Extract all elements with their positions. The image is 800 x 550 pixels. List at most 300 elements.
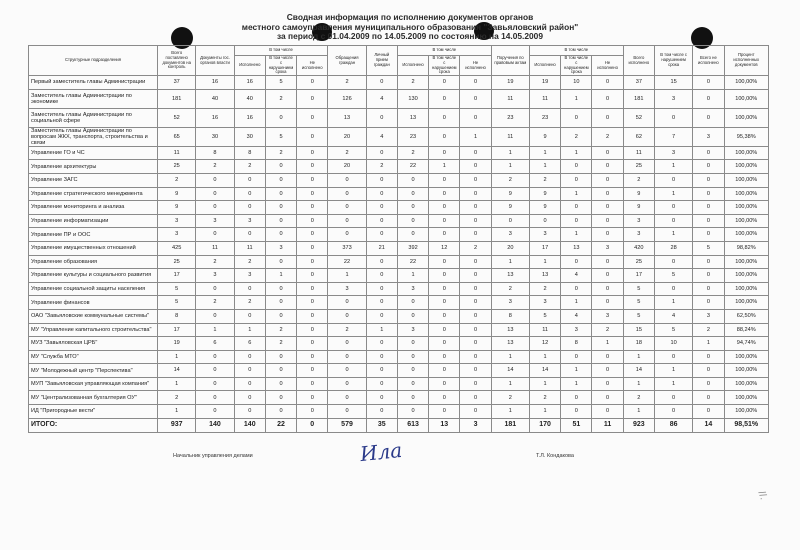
value-cell: 100,00% <box>724 76 768 90</box>
value-cell: 0 <box>366 391 397 405</box>
value-cell: 0 <box>297 108 328 127</box>
value-cell: 1 <box>693 337 724 351</box>
value-cell: 0 <box>460 146 491 160</box>
value-cell: 0 <box>592 187 623 201</box>
value-cell: 1 <box>561 364 592 378</box>
value-cell: 0 <box>592 296 623 310</box>
value-cell: 22 <box>397 255 428 269</box>
value-cell: 0 <box>693 76 724 90</box>
value-cell: 0 <box>693 173 724 187</box>
value-cell: 1 <box>491 350 529 364</box>
value-cell: 3 <box>623 214 654 228</box>
value-cell: 2 <box>328 146 366 160</box>
total-value-cell: 613 <box>397 418 428 432</box>
value-cell: 3 <box>196 214 234 228</box>
value-cell: 100,00% <box>724 269 768 283</box>
value-cell: 13 <box>491 323 529 337</box>
value-cell: 0 <box>693 89 724 108</box>
table-body <box>29 76 769 432</box>
value-cell: 0 <box>561 350 592 364</box>
value-cell: 0 <box>265 309 296 323</box>
value-cell: 2 <box>234 296 265 310</box>
value-cell: 0 <box>561 214 592 228</box>
value-cell: 2 <box>491 173 529 187</box>
value-cell: 100,00% <box>724 350 768 364</box>
value-cell: 0 <box>592 160 623 174</box>
value-cell: 0 <box>366 228 397 242</box>
dept-name-cell: Заместитель главы Администрации по экономике <box>29 89 158 108</box>
value-cell: 0 <box>429 201 460 215</box>
value-cell: 0 <box>693 391 724 405</box>
value-cell: 100,00% <box>724 391 768 405</box>
value-cell: 1 <box>654 160 692 174</box>
total-label: ИТОГО: <box>29 418 158 432</box>
value-cell: 3 <box>491 296 529 310</box>
value-cell: 0 <box>693 146 724 160</box>
value-cell: 2 <box>529 391 560 405</box>
value-cell: 0 <box>429 350 460 364</box>
value-cell: 52 <box>158 108 196 127</box>
dept-name-cell: Первый заместитель главы Администрации <box>29 76 158 90</box>
value-cell: 0 <box>693 377 724 391</box>
value-cell: 0 <box>366 201 397 215</box>
value-cell: 3 <box>654 89 692 108</box>
value-cell: 0 <box>397 377 428 391</box>
value-cell: 0 <box>265 364 296 378</box>
value-cell: 0 <box>460 108 491 127</box>
value-cell: 0 <box>693 201 724 215</box>
table-row <box>29 76 769 90</box>
value-cell: 0 <box>297 377 328 391</box>
header-row-1 <box>29 46 769 56</box>
value-cell: 2 <box>265 146 296 160</box>
value-cell: 0 <box>654 391 692 405</box>
value-cell: 0 <box>561 255 592 269</box>
value-cell: 3 <box>529 228 560 242</box>
value-cell: 3 <box>196 269 234 283</box>
table-row <box>29 309 769 323</box>
value-cell: 14 <box>491 364 529 378</box>
value-cell: 0 <box>297 187 328 201</box>
value-cell: 2 <box>196 296 234 310</box>
value-cell: 0 <box>561 108 592 127</box>
value-cell: 0 <box>328 228 366 242</box>
value-cell: 0 <box>297 269 328 283</box>
value-cell: 0 <box>429 391 460 405</box>
header-incl-1: В том числе <box>234 46 328 56</box>
value-cell: 3 <box>158 214 196 228</box>
value-cell: 2 <box>234 255 265 269</box>
dept-name-cell: Управление социальной защиты населения <box>29 282 158 296</box>
value-cell: 13 <box>491 337 529 351</box>
value-cell: 0 <box>297 146 328 160</box>
value-cell: 0 <box>265 350 296 364</box>
value-cell: 0 <box>297 323 328 337</box>
value-cell: 14 <box>158 364 196 378</box>
value-cell: 0 <box>592 364 623 378</box>
value-cell: 0 <box>654 350 692 364</box>
value-cell: 0 <box>592 76 623 90</box>
table-row <box>29 127 769 146</box>
value-cell: 100,00% <box>724 296 768 310</box>
value-cell: 0 <box>460 323 491 337</box>
value-cell: 12 <box>429 241 460 255</box>
header-total-docs: Всего поставлено документов на контроль <box>158 46 196 76</box>
value-cell: 0 <box>234 350 265 364</box>
value-cell: 5 <box>623 282 654 296</box>
value-cell: 20 <box>328 127 366 146</box>
value-cell: 0 <box>397 405 428 419</box>
value-cell: 5 <box>654 269 692 283</box>
value-cell: 2 <box>491 391 529 405</box>
header-percent: Процент исполненных документов <box>724 46 768 76</box>
value-cell: 0 <box>297 282 328 296</box>
value-cell: 21 <box>366 241 397 255</box>
value-cell: 0 <box>460 187 491 201</box>
title-line-2: местного самоуправления муниципального образования "Завьяловский район" <box>241 21 579 32</box>
value-cell: 9 <box>158 201 196 215</box>
table-row <box>29 187 769 201</box>
value-cell: 1 <box>561 228 592 242</box>
summary-table <box>28 45 769 433</box>
value-cell: 6 <box>234 337 265 351</box>
value-cell: 13 <box>529 269 560 283</box>
value-cell: 0 <box>397 173 428 187</box>
value-cell: 4 <box>366 127 397 146</box>
value-cell: 19 <box>491 76 529 90</box>
value-cell: 18 <box>623 337 654 351</box>
total-value-cell: 22 <box>265 418 296 432</box>
value-cell: 0 <box>397 391 428 405</box>
value-cell: 1 <box>529 255 560 269</box>
value-cell: 1 <box>429 160 460 174</box>
value-cell: 0 <box>234 228 265 242</box>
value-cell: 2 <box>158 391 196 405</box>
table-row <box>29 337 769 351</box>
total-value-cell: 923 <box>623 418 654 432</box>
value-cell: 3 <box>158 228 196 242</box>
value-cell: 0 <box>265 214 296 228</box>
value-cell: 0 <box>460 282 491 296</box>
value-cell: 3 <box>623 228 654 242</box>
value-cell: 9 <box>491 201 529 215</box>
value-cell: 3 <box>592 309 623 323</box>
dept-name-cell: Управление стратегического менеджмента <box>29 187 158 201</box>
value-cell: 7 <box>654 127 692 146</box>
document-title <box>175 13 645 42</box>
dept-name-cell: Заместитель главы Администрации по вопросам ЖКХ, транспорта, строительства и связи <box>29 127 158 146</box>
value-cell: 9 <box>491 187 529 201</box>
table-row <box>29 323 769 337</box>
value-cell: 0 <box>328 173 366 187</box>
value-cell: 1 <box>561 377 592 391</box>
value-cell: 2 <box>693 323 724 337</box>
value-cell: 3 <box>234 269 265 283</box>
value-cell: 0 <box>297 350 328 364</box>
value-cell: 1 <box>491 405 529 419</box>
value-cell: 0 <box>460 89 491 108</box>
value-cell: 0 <box>328 337 366 351</box>
table-row <box>29 296 769 310</box>
value-cell: 420 <box>623 241 654 255</box>
dept-name-cell: ОАО "Завьяловские коммунальные системы" <box>29 309 158 323</box>
total-value-cell: 98,51% <box>724 418 768 432</box>
dept-name-cell: МУ "Управление капитального строительства" <box>29 323 158 337</box>
value-cell: 0 <box>654 201 692 215</box>
value-cell: 0 <box>297 173 328 187</box>
header-late-2: В том числе с нарушением срока <box>429 56 460 76</box>
value-cell: 3 <box>328 282 366 296</box>
value-cell: 0 <box>592 269 623 283</box>
value-cell: 2 <box>366 160 397 174</box>
value-cell: 0 <box>429 309 460 323</box>
value-cell: 11 <box>234 241 265 255</box>
dept-name-cell: МУ "Централизованная бухгалтерия ОУ" <box>29 391 158 405</box>
table-row <box>29 391 769 405</box>
table-row <box>29 214 769 228</box>
value-cell: 1 <box>328 269 366 283</box>
value-cell: 8 <box>491 309 529 323</box>
value-cell: 0 <box>397 214 428 228</box>
value-cell: 0 <box>265 201 296 215</box>
total-row <box>29 418 769 432</box>
table-row <box>29 282 769 296</box>
value-cell: 0 <box>693 228 724 242</box>
value-cell: 0 <box>297 255 328 269</box>
value-cell: 37 <box>158 76 196 90</box>
dept-name-cell: Управление ЗАГС <box>29 173 158 187</box>
value-cell: 392 <box>397 241 428 255</box>
dept-name-cell: МУ "Служба МТО" <box>29 350 158 364</box>
value-cell: 3 <box>491 228 529 242</box>
value-cell: 0 <box>491 214 529 228</box>
value-cell: 0 <box>328 405 366 419</box>
value-cell: 1 <box>623 405 654 419</box>
value-cell: 25 <box>623 160 654 174</box>
value-cell: 2 <box>397 76 428 90</box>
value-cell: 1 <box>265 269 296 283</box>
value-cell: 5 <box>623 296 654 310</box>
value-cell: 1 <box>397 269 428 283</box>
total-value-cell: 170 <box>529 418 560 432</box>
value-cell: 0 <box>429 127 460 146</box>
value-cell: 15 <box>654 76 692 90</box>
value-cell: 0 <box>366 405 397 419</box>
value-cell: 1 <box>561 146 592 160</box>
value-cell: 0 <box>234 364 265 378</box>
value-cell: 52 <box>623 108 654 127</box>
value-cell: 100,00% <box>724 160 768 174</box>
value-cell: 1 <box>529 377 560 391</box>
value-cell: 0 <box>460 160 491 174</box>
value-cell: 1 <box>592 337 623 351</box>
value-cell: 3 <box>529 296 560 310</box>
value-cell: 16 <box>196 76 234 90</box>
signature: Ила <box>358 437 404 467</box>
value-cell: 98,82% <box>724 241 768 255</box>
value-cell: 0 <box>429 255 460 269</box>
value-cell: 0 <box>460 377 491 391</box>
value-cell: 0 <box>196 187 234 201</box>
value-cell: 19 <box>529 76 560 90</box>
value-cell: 4 <box>561 269 592 283</box>
value-cell: 25 <box>158 255 196 269</box>
value-cell: 1 <box>529 160 560 174</box>
value-cell: 0 <box>265 255 296 269</box>
table-row <box>29 160 769 174</box>
table-row <box>29 255 769 269</box>
value-cell: 3 <box>592 241 623 255</box>
value-cell: 0 <box>297 214 328 228</box>
value-cell: 0 <box>693 187 724 201</box>
value-cell: 100,00% <box>724 108 768 127</box>
header-late-1: В том числе с нарушением срока <box>265 56 296 76</box>
dept-name-cell: Управление мониторинга и анализа <box>29 201 158 215</box>
value-cell: 19 <box>158 337 196 351</box>
value-cell: 0 <box>265 405 296 419</box>
total-value-cell: 86 <box>654 418 692 432</box>
value-cell: 0 <box>592 350 623 364</box>
value-cell: 17 <box>158 323 196 337</box>
value-cell: 0 <box>366 269 397 283</box>
value-cell: 25 <box>158 160 196 174</box>
value-cell: 23 <box>491 108 529 127</box>
value-cell: 0 <box>397 337 428 351</box>
value-cell: 0 <box>366 108 397 127</box>
header-dept: Структурные подразделения <box>29 46 158 76</box>
value-cell: 2 <box>196 255 234 269</box>
total-value-cell: 14 <box>693 418 724 432</box>
value-cell: 0 <box>460 296 491 310</box>
value-cell: 12 <box>529 337 560 351</box>
pencil-mark: //. <box>755 489 769 502</box>
value-cell: 100,00% <box>724 364 768 378</box>
value-cell: 16 <box>196 108 234 127</box>
value-cell: 0 <box>693 405 724 419</box>
value-cell: 9 <box>623 201 654 215</box>
table-row <box>29 241 769 255</box>
value-cell: 0 <box>561 282 592 296</box>
value-cell: 2 <box>196 160 234 174</box>
dept-name-cell: ИД "Пригородные вести" <box>29 405 158 419</box>
dept-name-cell: Управление ПР и ООС <box>29 228 158 242</box>
value-cell: 0 <box>234 187 265 201</box>
value-cell: 0 <box>328 187 366 201</box>
value-cell: 0 <box>297 296 328 310</box>
value-cell: 5 <box>158 282 196 296</box>
value-cell: 100,00% <box>724 89 768 108</box>
value-cell: 3 <box>561 323 592 337</box>
value-cell: 0 <box>429 76 460 90</box>
value-cell: 62 <box>623 127 654 146</box>
value-cell: 100,00% <box>724 228 768 242</box>
value-cell: 1 <box>196 323 234 337</box>
value-cell: 0 <box>429 214 460 228</box>
value-cell: 5 <box>623 309 654 323</box>
value-cell: 13 <box>561 241 592 255</box>
dept-name-cell: МУ "Молодежный центр "Перспектива" <box>29 364 158 378</box>
value-cell: 0 <box>529 214 560 228</box>
value-cell: 2 <box>561 127 592 146</box>
value-cell: 1 <box>158 350 196 364</box>
value-cell: 1 <box>491 255 529 269</box>
value-cell: 0 <box>297 89 328 108</box>
value-cell: 0 <box>196 173 234 187</box>
value-cell: 2 <box>623 391 654 405</box>
value-cell: 6 <box>196 337 234 351</box>
value-cell: 0 <box>460 350 491 364</box>
value-cell: 0 <box>328 309 366 323</box>
value-cell: 0 <box>366 282 397 296</box>
value-cell: 0 <box>328 377 366 391</box>
value-cell: 8 <box>234 146 265 160</box>
value-cell: 22 <box>328 255 366 269</box>
value-cell: 0 <box>196 405 234 419</box>
value-cell: 0 <box>654 214 692 228</box>
value-cell: 0 <box>397 296 428 310</box>
value-cell: 0 <box>366 309 397 323</box>
value-cell: 0 <box>429 173 460 187</box>
value-cell: 3 <box>654 146 692 160</box>
value-cell: 9 <box>529 127 560 146</box>
value-cell: 1 <box>561 296 592 310</box>
value-cell: 0 <box>297 127 328 146</box>
value-cell: 0 <box>561 201 592 215</box>
table-row <box>29 228 769 242</box>
total-value-cell: 181 <box>491 418 529 432</box>
value-cell: 0 <box>366 76 397 90</box>
value-cell: 0 <box>460 391 491 405</box>
value-cell: 0 <box>654 405 692 419</box>
value-cell: 0 <box>196 350 234 364</box>
value-cell: 0 <box>397 364 428 378</box>
value-cell: 8 <box>158 309 196 323</box>
value-cell: 2 <box>529 173 560 187</box>
value-cell: 16 <box>234 108 265 127</box>
value-cell: 1 <box>623 377 654 391</box>
value-cell: 0 <box>234 377 265 391</box>
value-cell: 0 <box>460 405 491 419</box>
value-cell: 0 <box>429 337 460 351</box>
value-cell: 40 <box>234 89 265 108</box>
value-cell: 2 <box>460 241 491 255</box>
value-cell: 0 <box>366 350 397 364</box>
dept-name-cell: Заместитель главы Администрации по социальной сфере <box>29 108 158 127</box>
footer-position: Начальник управления делами <box>173 453 253 459</box>
value-cell: 0 <box>592 391 623 405</box>
value-cell: 126 <box>328 89 366 108</box>
value-cell: 11 <box>491 89 529 108</box>
value-cell: 0 <box>654 282 692 296</box>
value-cell: 22 <box>397 160 428 174</box>
dept-name-cell: Управление архитектуры <box>29 160 158 174</box>
value-cell: 0 <box>196 228 234 242</box>
value-cell: 100,00% <box>724 282 768 296</box>
value-cell: 0 <box>234 282 265 296</box>
value-cell: 0 <box>693 255 724 269</box>
value-cell: 11 <box>529 89 560 108</box>
value-cell: 0 <box>265 187 296 201</box>
value-cell: 181 <box>158 89 196 108</box>
value-cell: 0 <box>592 377 623 391</box>
value-cell: 0 <box>429 228 460 242</box>
value-cell: 2 <box>265 89 296 108</box>
value-cell: 0 <box>366 214 397 228</box>
value-cell: 1 <box>654 228 692 242</box>
value-cell: 0 <box>196 364 234 378</box>
value-cell: 1 <box>491 377 529 391</box>
value-cell: 1 <box>460 127 491 146</box>
